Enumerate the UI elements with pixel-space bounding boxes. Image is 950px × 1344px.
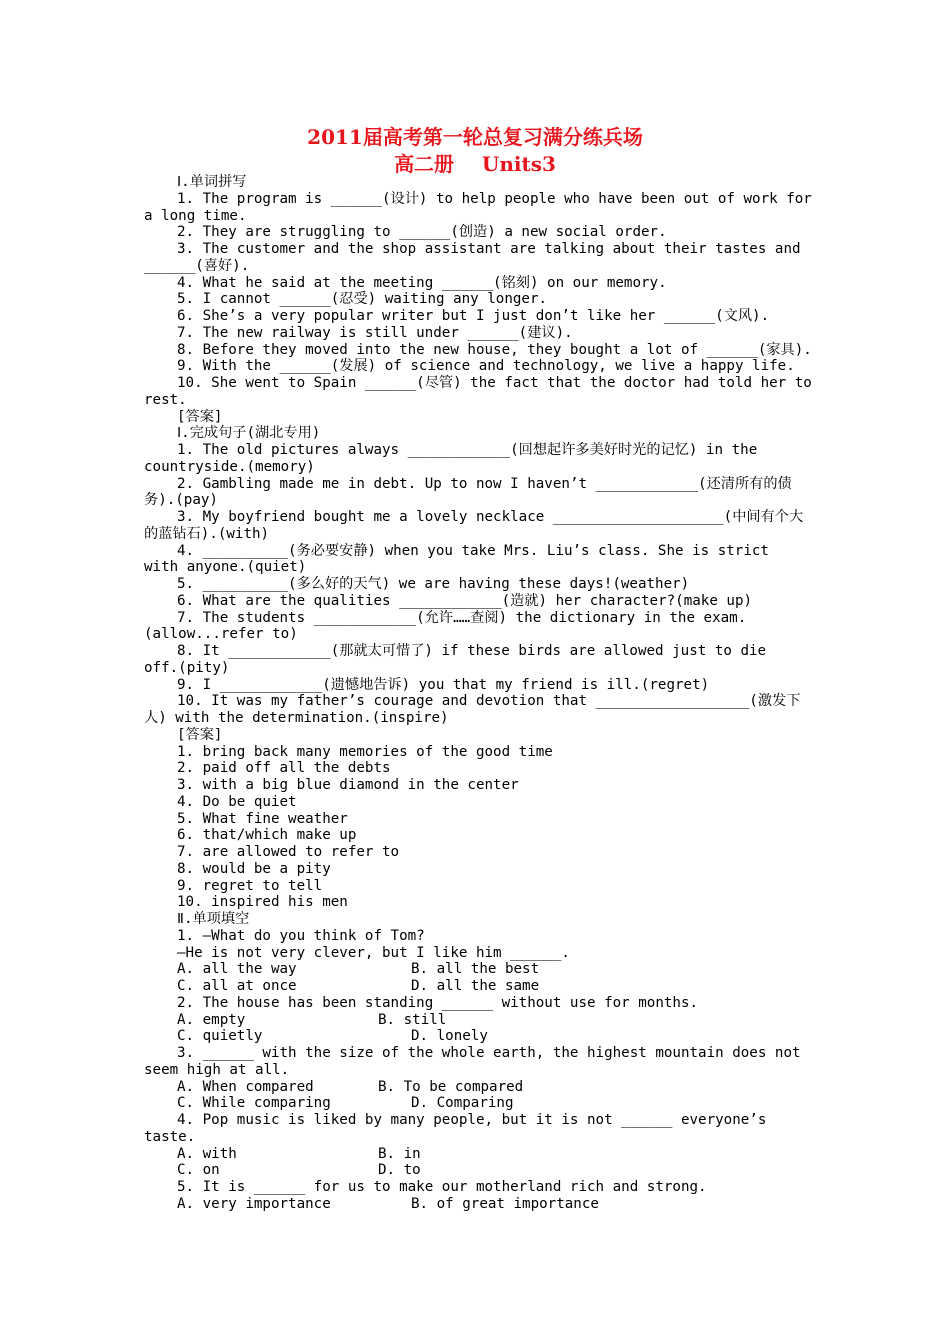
- mc-q3-options-ab: [144, 1079, 806, 1096]
- sentence-q7-line1: 7. The students ____________(允许……查阅) the dictionary in the exam.: [177, 609, 747, 626]
- option-c: C. While comparing: [177, 1095, 331, 1112]
- mc-q2-options-cd: [144, 1028, 806, 1045]
- spelling-q4: 4. What he said at the meeting ______(铭刻) on our memory.: [177, 274, 667, 291]
- option-a: A. When compared: [177, 1078, 314, 1095]
- option-a: A. all the way: [177, 961, 297, 978]
- sentence-q2-line1: 2. Gambling made me in debt. Up to now I haven’t ____________(还清所有的债: [177, 475, 792, 492]
- option-a: A. empty: [177, 1011, 246, 1028]
- mc-q1-options-ab: [144, 961, 806, 978]
- sentence-q6: 6. What are the qualities ____________(造就) her character?(make up): [177, 592, 753, 609]
- option-a: A. very importance: [177, 1195, 331, 1212]
- spelling-q10-line1: 10. She went to Spain ______(尽管) the fact that the doctor had told her to: [177, 375, 812, 391]
- answer-item: 6. that/which make up: [177, 827, 357, 844]
- spelling-q1-line1: 1. The program is ______(设计) to help people who have been out of work for: [177, 190, 812, 207]
- option-d: D. all the same: [411, 978, 540, 994]
- mc-q1-line2: —He is not very clever, but I like him ______.: [177, 944, 570, 961]
- spelling-q6: 6. She’s a very popular writer but I just don’t like her ______(文风).: [177, 308, 770, 324]
- sentence-q1-line2: countryside.(memory): [144, 458, 315, 475]
- mc-q1-options-cd: [144, 978, 806, 995]
- option-b: B. all the best: [411, 961, 540, 978]
- answer-label-spelling: [答案]: [177, 408, 223, 425]
- sentence-q4-line2: with anyone.(quiet): [144, 559, 307, 576]
- section-heading-sentences: Ⅰ.完成句子(湖北专用): [177, 425, 321, 442]
- answer-item: 2. paid off all the debts: [177, 760, 391, 777]
- spelling-q7: 7. The new railway is still under ______(建议).: [177, 324, 573, 341]
- sentence-q10-line2: 人) with the determination.(inspire): [144, 710, 449, 726]
- mc-q4-options-ab: [144, 1146, 806, 1163]
- sentence-q5: 5. __________(多么好的天气) we are having these days!(weather): [177, 576, 690, 592]
- sentence-q8-line2: off.(pity): [144, 659, 230, 676]
- doc-title: 2011届高考第一轮总复习满分练兵场: [307, 125, 643, 149]
- sentence-q1-line1: 1. The old pictures always ____________(回想起许多美好时光的记忆) in the: [177, 442, 758, 458]
- mc-q5-line1: 5. It is ______ for us to make our motherland rich and strong.: [177, 1179, 707, 1195]
- spelling-q10-line2: rest.: [144, 391, 187, 408]
- sentence-q8-line1: 8. It ____________(那就太可惜了) if these birds are allowed just to die: [177, 643, 767, 659]
- sentence-q3-line1: 3. My boyfriend bought me a lovely necklace ____________________(中间有个大: [177, 509, 804, 525]
- mc-q4-line1: 4. Pop music is liked by many people, but it is not ______ everyone’s: [177, 1112, 767, 1128]
- sentence-q10-line1: 10. It was my father’s courage and devotion that __________________(激发下: [177, 693, 801, 710]
- sentence-q7-line2: (allow...refer to): [144, 626, 298, 643]
- sentence-q3-line2: 的蓝钻石).(with): [144, 525, 270, 542]
- answer-item: 4. Do be quiet: [177, 793, 297, 810]
- option-d: D. lonely: [411, 1028, 488, 1045]
- answer-item: 5. What fine weather: [177, 810, 348, 827]
- mc-q2-options-ab: [144, 1012, 806, 1029]
- option-c: C. all at once: [177, 978, 297, 994]
- mc-q4-options-cd: [144, 1162, 806, 1179]
- mc-q3-line2: seem high at all.: [144, 1061, 290, 1078]
- sentence-q9: 9. I ____________(遗憾地告诉) you that my friend is ill.(regret): [177, 676, 710, 693]
- mc-q3-line1: 3. ______ with the size of the whole earth, the highest mountain does not: [177, 1045, 801, 1061]
- spelling-q9: 9. With the ______(发展) of science and technology, we live a happy life.: [177, 358, 795, 375]
- doc-subtitle: 高二册 Units3: [394, 152, 556, 176]
- answer-item: 3. with a big blue diamond in the center: [177, 777, 519, 793]
- spelling-q3-line2: ______(喜好).: [144, 257, 250, 274]
- title-block: [0, 124, 950, 178]
- sentence-q2-line2: 务).(pay): [144, 492, 218, 509]
- section-heading-multiple-choice: Ⅱ.单项填空: [177, 911, 250, 927]
- option-b: B. still: [378, 1011, 447, 1028]
- mc-q2-line1: 2. The house has been standing ______ without use for months.: [177, 994, 699, 1011]
- mc-q4-line2: taste.: [144, 1128, 196, 1145]
- answer-label-sentences: [答案]: [177, 726, 223, 743]
- spelling-q1-line2: a long time.: [144, 207, 247, 224]
- answer-item: 7. are allowed to refer to: [177, 844, 400, 860]
- answer-item: 8. would be a pity: [177, 860, 331, 877]
- option-b: B. in: [378, 1145, 421, 1162]
- answer-item: 9. regret to tell: [177, 877, 323, 894]
- option-b: B. of great importance: [411, 1195, 599, 1212]
- section-heading-spelling: Ⅰ.单词拼写: [177, 174, 247, 190]
- option-d: D. to: [378, 1162, 421, 1179]
- spelling-q8: 8. Before they moved into the new house, they bought a lot of ______(家具).: [177, 341, 812, 358]
- spelling-q2: 2. They are struggling to ______(创造) a new social order.: [177, 224, 667, 241]
- spelling-q3-line1: 3. The customer and the shop assistant are talking about their tastes and: [177, 241, 801, 257]
- option-a: A. with: [177, 1145, 237, 1162]
- mc-q3-options-cd: [144, 1095, 806, 1112]
- option-c: C. on: [177, 1162, 220, 1179]
- option-d: D. Comparing: [411, 1095, 514, 1112]
- mc-q5-options-ab: [144, 1196, 806, 1213]
- mc-q1-line1: 1. —What do you think of Tom?: [177, 927, 425, 944]
- option-b: B. To be compared: [378, 1078, 524, 1095]
- document-body: [144, 174, 812, 1213]
- answer-item: 10. inspired his men: [177, 894, 348, 911]
- answer-item: 1. bring back many memories of the good time: [177, 743, 553, 760]
- sentence-q4-line1: 4. __________(务必要安静) when you take Mrs. Liu’s class. She is strict: [177, 542, 769, 559]
- option-c: C. quietly: [177, 1028, 263, 1045]
- spelling-q5: 5. I cannot ______(忍受) waiting any longer.: [177, 291, 548, 308]
